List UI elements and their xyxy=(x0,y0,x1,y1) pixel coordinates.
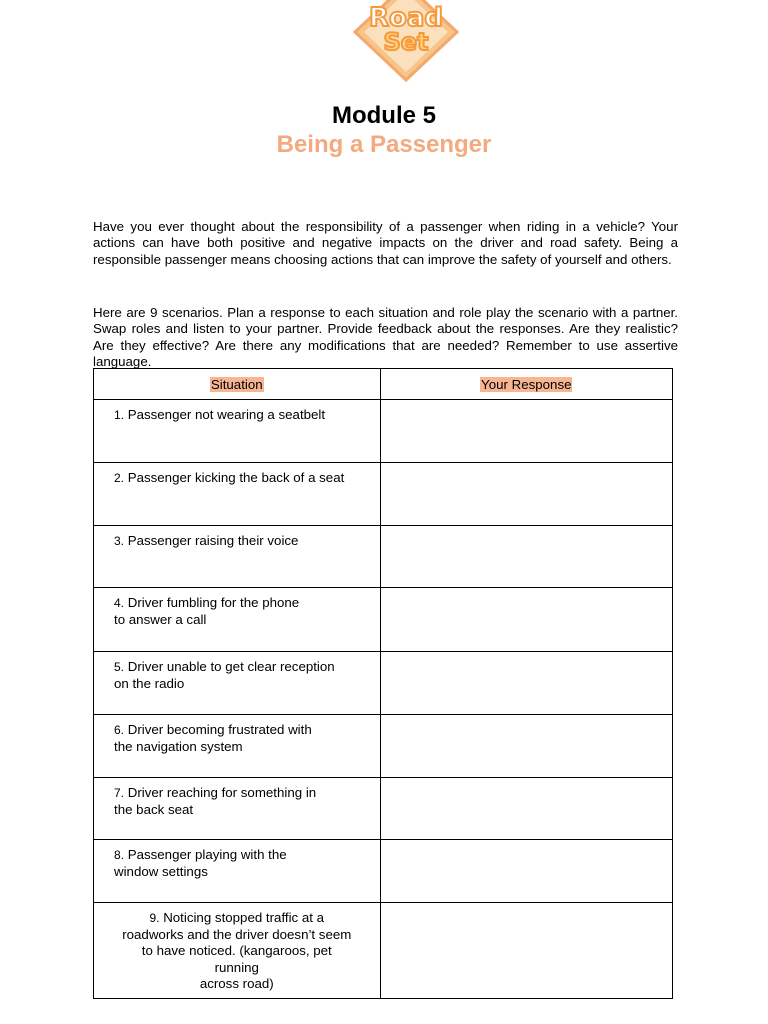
situation-cell xyxy=(94,652,381,715)
row-number: 9. xyxy=(149,911,160,925)
situation-text: Passenger playing with the window settings xyxy=(114,847,287,879)
situation-cell xyxy=(94,526,381,588)
response-cell[interactable] xyxy=(380,526,672,588)
road-sign-icon xyxy=(351,0,461,82)
table-row xyxy=(94,463,673,526)
header-situation-label: Situation xyxy=(210,376,263,392)
situation-text: Passenger not wearing a seatbelt xyxy=(127,407,326,422)
response-cell[interactable] xyxy=(380,652,672,715)
table-header-row xyxy=(94,369,673,400)
header-response-label: Your Response xyxy=(481,376,572,392)
situation-text: Driver unable to get clear reception on the radio xyxy=(114,659,335,691)
situation-cell xyxy=(94,715,381,778)
response-cell[interactable] xyxy=(380,715,672,778)
situation-text: Driver fumbling for the phone to answer a call xyxy=(114,595,300,627)
road-set-logo xyxy=(351,0,461,82)
situation-text: Passenger kicking the back of a seat xyxy=(127,470,345,485)
header-response xyxy=(380,369,672,400)
table-row xyxy=(94,652,673,715)
row-number: 3. xyxy=(114,534,125,548)
response-cell[interactable] xyxy=(380,588,672,652)
response-cell[interactable] xyxy=(380,400,672,463)
situation-text: Driver becoming frustrated with the navigation system xyxy=(114,722,312,754)
situation-text: Passenger raising their voice xyxy=(127,533,299,548)
response-cell[interactable] xyxy=(380,463,672,526)
situation-text: Driver reaching for something in the back seat xyxy=(114,785,317,817)
table-row xyxy=(94,903,673,999)
row-number: 6. xyxy=(114,723,125,737)
page-subtitle: Being a Passenger xyxy=(276,131,492,158)
row-number: 2. xyxy=(114,471,125,485)
intro-paragraph: Have you ever thought about the responsibility of a passenger when riding in a vehicle? Your actions can have both positive and negative impacts on the driver and road safety. Being a responsible passenger means choosing actions that can improve the safety of yourself and others. xyxy=(93,219,678,267)
situation-cell xyxy=(94,903,381,999)
situation-text: Noticing stopped traffic at a roadworks and the driver doesn’t seem to have noticed. (kangaroos, pet running across road) xyxy=(122,910,352,991)
table-row xyxy=(94,715,673,778)
header-situation xyxy=(94,369,381,400)
situation-cell xyxy=(94,840,381,903)
response-cell[interactable] xyxy=(380,840,672,903)
table-row xyxy=(94,588,673,652)
row-number: 7. xyxy=(114,786,125,800)
situation-cell xyxy=(94,588,381,652)
row-number: 1. xyxy=(114,408,125,422)
table-row xyxy=(94,840,673,903)
row-number: 5. xyxy=(114,660,125,674)
instructions-paragraph: Here are 9 scenarios. Plan a response to each situation and role play the scenario with a partner. Swap roles and listen to your partner. Provide feedback about the responses. Are they realistic? Are they effective? Are there any modifications that are needed? Remember to use assertive language. xyxy=(93,305,678,370)
table-row xyxy=(94,778,673,840)
logo-line1: Road xyxy=(368,3,444,33)
page-title: Module 5 xyxy=(331,102,436,129)
logo-line2: Set xyxy=(383,28,429,56)
table-row xyxy=(94,526,673,588)
situation-cell xyxy=(94,400,381,463)
table-row xyxy=(94,400,673,463)
response-cell[interactable] xyxy=(380,778,672,840)
row-number: 8. xyxy=(114,848,125,862)
scenario-table xyxy=(93,368,673,999)
situation-cell xyxy=(94,778,381,840)
row-number: 4. xyxy=(114,596,125,610)
situation-cell xyxy=(94,463,381,526)
response-cell[interactable] xyxy=(380,903,672,999)
